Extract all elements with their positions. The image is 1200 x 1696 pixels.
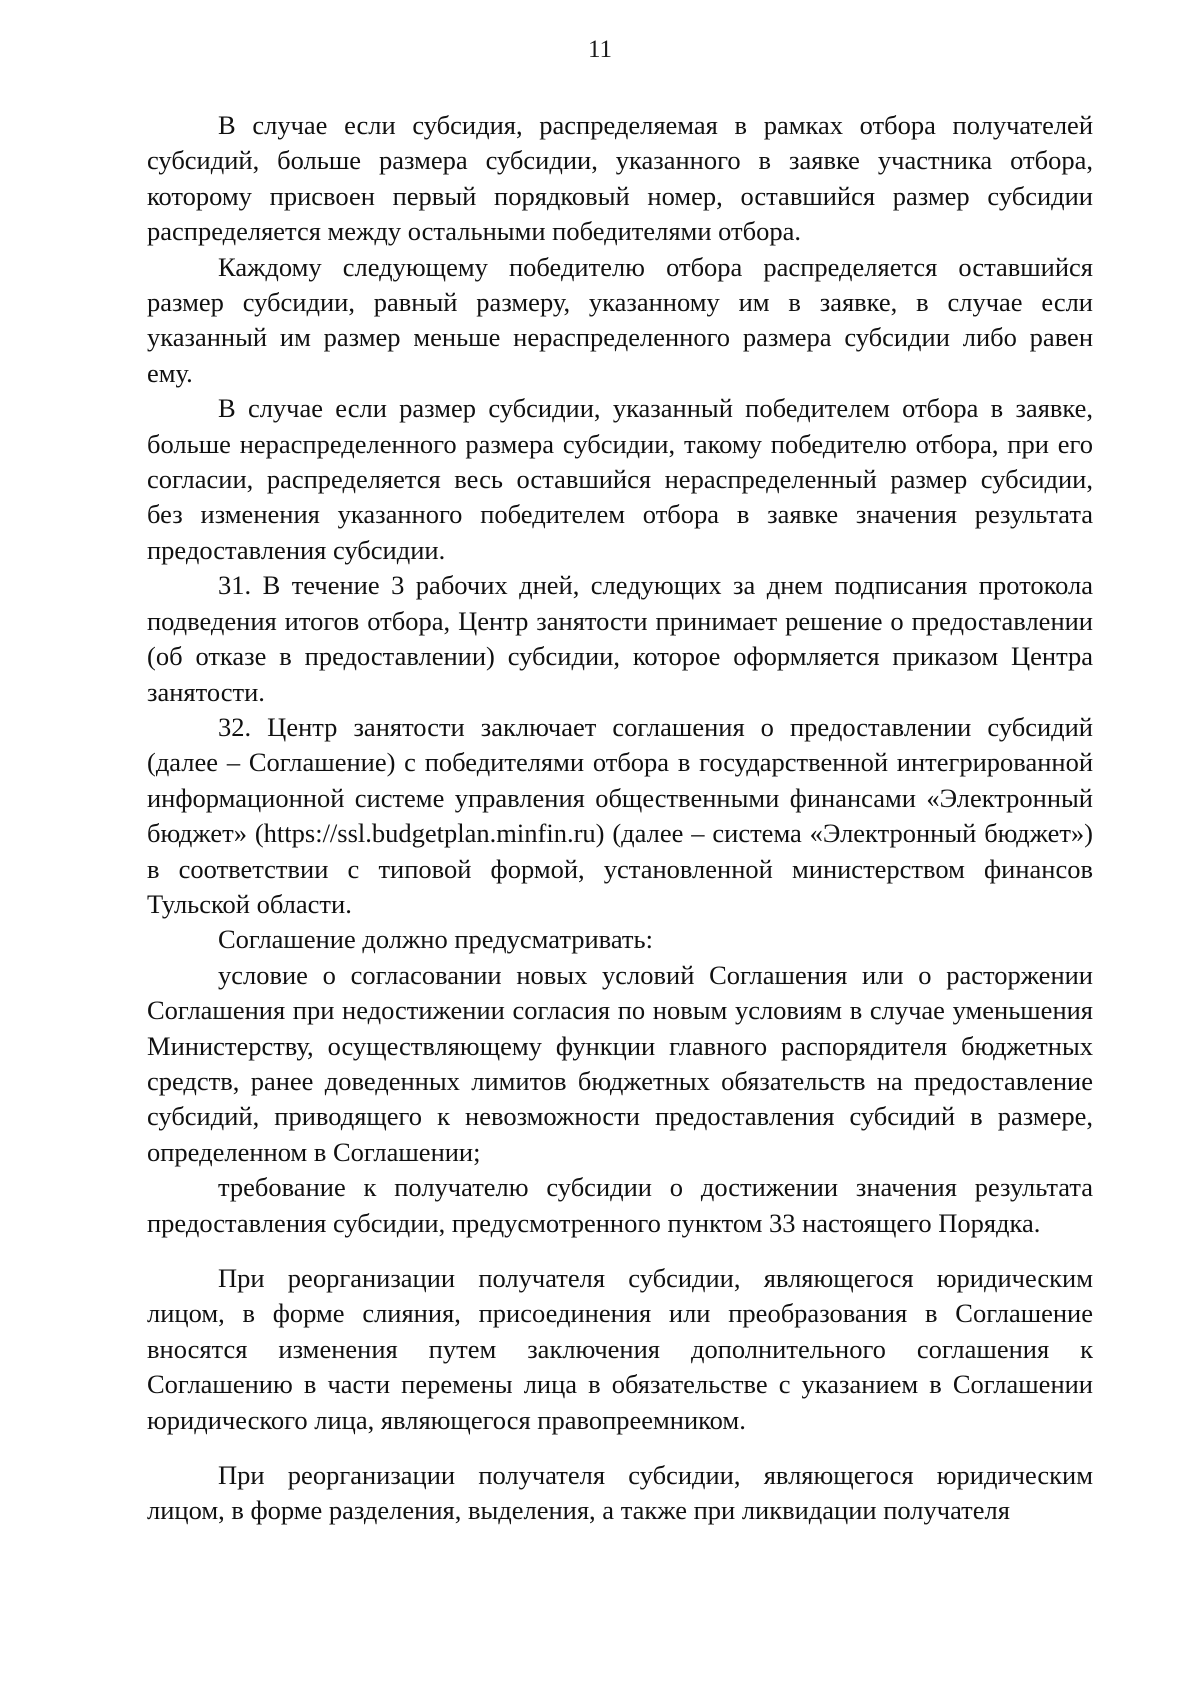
paragraph: При реорганизации получателя субсидии, являющегося юридическим лицом, в форме разделения, выделения, а также при ликвидации получателя xyxy=(147,1460,1093,1526)
paragraph: условие о согласовании новых условий Соглашения или о расторжении Соглашения при недостижении согласия по новым условиям в случае уменьшения Министерству, осуществляющему функции главного распорядителя бюджетных средств, ранее доведенных лимитов бюджетных обязательств на предоставление субсидий, приводящего к невозможности предоставления субсидий в размере, определенном в Соглашении; xyxy=(147,959,1093,1167)
paragraph-clause-32: 32. Центр занятости заключает соглашения о предоставлении субсидий (далее – Соглашение) с победителями отбора в государственной интегрированной информационной системе управления общественными финансами «Электронный бюджет» (https://ssl.budgetplan.minfin.ru) (далее – система «Электронный бюджет») в соответствии с типовой формой, установленной министерством финансов Тульской области. xyxy=(147,711,1093,919)
paragraph: В случае если субсидия, распределяемая в рамках отбора получателей субсидий, больше размера субсидии, указанного в заявке участника отбора, которому присвоен первый порядковый номер, оставшийся размер субсидии распределяется между остальными победителями отбора. xyxy=(147,110,1093,247)
document-body xyxy=(147,108,1093,1529)
paragraph: Соглашение должно предусматривать: xyxy=(218,924,653,955)
paragraph-clause-31: 31. В течение 3 рабочих дней, следующих за днем подписания протокола подведения итогов отбора, Центр занятости принимает решение о предоставлении (об отказе в предоставлении) субсидии, которое оформляется приказом Центра занятости. xyxy=(147,570,1093,707)
paragraph: При реорганизации получателя субсидии, являющегося юридическим лицом, в форме слияния, присоединения или преобразования в Соглашение вносятся изменения путем заключения дополнительного соглашения к Соглашению в части перемены лица в обязательстве с указанием в Соглашении юридического лица, являющегося правопреемником. xyxy=(147,1263,1093,1435)
paragraph: требование к получателю субсидии о достижении значения результата предоставления субсидии, предусмотренного пунктом 33 настоящего Порядка. xyxy=(147,1172,1093,1238)
page-number: 11 xyxy=(587,36,613,63)
paragraph: В случае если размер субсидии, указанный победителем отбора в заявке, больше нераспределенного размера субсидии, такому победителю отбора, при его согласии, распределяется весь оставшийся нераспределенный размер субсидии, без изменения указанного победителем отбора в заявке значения результата предоставления субсидии. xyxy=(147,393,1093,565)
paragraph: Каждому следующему победителю отбора распределяется оставшийся размер субсидии, равный размеру, указанному им в заявке, в случае если указанный им размер меньше нераспределенного размера субсидии либо равен ему. xyxy=(147,251,1093,388)
